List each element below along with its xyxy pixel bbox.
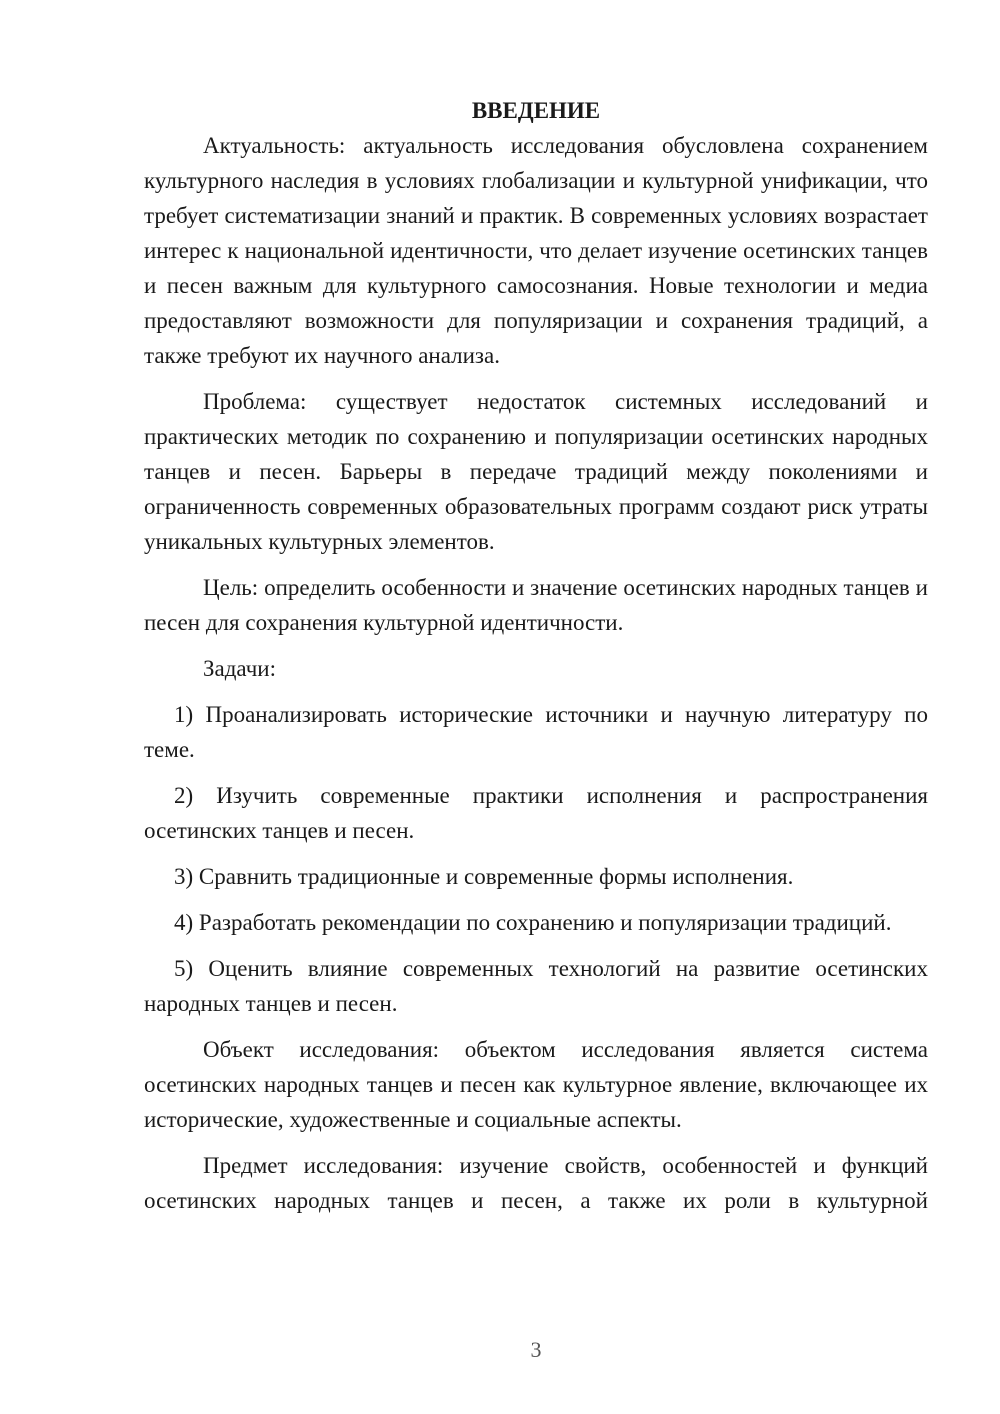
task-item-5: 5) Оценить влияние современных технологий на развитие осетинских народных танцев и песен. xyxy=(144,956,928,1016)
task-item-4: 4) Разработать рекомендации по сохранению и популяризации традиций. xyxy=(174,910,892,935)
task-item-2: 2) Изучить современные практики исполнения и распространения осетинских танцев и песен. xyxy=(144,783,928,843)
tasks-heading: Задачи: xyxy=(203,656,276,681)
object-paragraph: Объект исследования: объектом исследования является система осетинских народных танцев и песен как культурное явление, включающее их исторические, художественные и социальные аспекты. xyxy=(144,1037,928,1132)
relevance-paragraph: Актуальность: актуальность исследования обусловлена сохранением культурного наследия в условиях глобализации и культурной унификации, что требует систематизации знаний и практик. В современных условиях возрастает интерес к национальной идентичности, что делает изучение осетинских танцев и песен важным для культурного самосознания. Новые технологии и медиа предоставляют возможности для популяризации и сохранения традиций, а также требуют их научного анализа. xyxy=(144,133,928,368)
task-item-1: 1) Проанализировать исторические источники и научную литературу по теме. xyxy=(144,702,928,762)
problem-paragraph: Проблема: существует недостаток системных исследований и практических методик по сохранению и популяризации осетинских народных танцев и песен. Барьеры в передаче традиций между поколениями и ограниченность современных образовательных программ создают риск утраты уникальных культурных элементов. xyxy=(144,389,928,554)
page-number: 3 xyxy=(530,1337,542,1362)
subject-paragraph: Предмет исследования: изучение свойств, особенностей и функций осетинских народных танцев и песен, а также их роли в культурной xyxy=(144,1153,928,1213)
goal-paragraph: Цель: определить особенности и значение осетинских народных танцев и песен для сохранения культурной идентичности. xyxy=(144,575,928,635)
page-content xyxy=(144,93,928,1218)
section-title: ВВЕДЕНИЕ xyxy=(471,98,601,123)
task-item-3: 3) Сравнить традиционные и современные формы исполнения. xyxy=(174,864,794,889)
